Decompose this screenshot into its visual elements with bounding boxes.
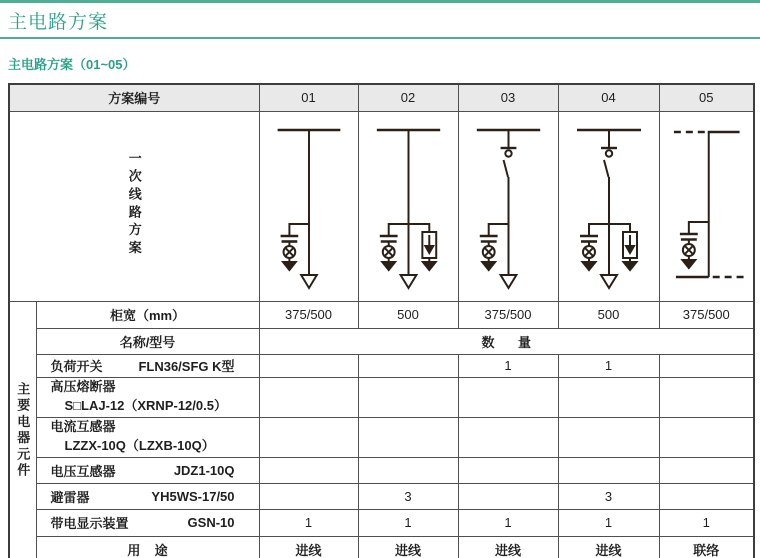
component-qty: 1 [358,509,458,536]
scheme-header-02: 02 [358,84,458,111]
component-qty [259,483,358,509]
usage-label: 用途 [127,542,182,558]
component-qty [659,457,754,483]
cabinet-width-value: 500 [558,301,659,328]
component-qty [358,417,458,457]
component-name: 避雷器 [50,489,90,505]
usage-value: 进线 [259,536,358,558]
component-qty: 1 [458,509,558,536]
component-qty [558,457,659,483]
component-model: S□LAJ-12（XRNP-12/0.5） [64,398,227,413]
component-qty: 1 [259,509,358,536]
component-qty [558,417,659,457]
component-qty [259,417,358,457]
component-label-cell [36,377,259,417]
usage-value: 进线 [358,536,458,558]
component-qty [659,354,754,377]
name-model-header: 名称/型号 [36,328,259,354]
page-title: 主电路方案 [8,12,109,33]
cabinet-width-value: 375/500 [259,301,358,328]
cabinet-width-value: 375/500 [659,301,754,328]
component-qty [259,354,358,377]
component-qty [558,377,659,417]
single-line-diagram-03-icon [459,112,558,300]
component-model: LZZX-10Q（LZXB-10Q） [64,438,215,453]
scheme-header-04: 04 [558,84,659,111]
circuit-diagram-03 [458,111,558,301]
circuit-diagram-04 [558,111,659,301]
component-qty: 3 [358,483,458,509]
component-qty: 3 [558,483,659,509]
component-qty: 1 [458,354,558,377]
component-label-cell [36,509,259,536]
main-circuit-scheme-table [8,83,755,558]
circuit-diagram-02 [358,111,458,301]
usage-value: 进线 [558,536,659,558]
circuit-diagram-05 [659,111,754,301]
component-name: 负荷开关 [50,359,103,374]
quantity-header-cell [259,328,754,354]
component-qty [259,377,358,417]
component-qty [659,417,754,457]
single-line-diagram-01-icon [260,112,358,300]
component-name: 高压熔断器 [50,379,116,395]
component-label-cell [36,354,259,377]
usage-value: 联络 [659,536,754,558]
scheme-header-03: 03 [458,84,558,111]
component-qty [358,457,458,483]
scheme-header-01: 01 [259,84,358,111]
component-name: 电压互感器 [50,463,116,479]
component-label-cell [36,457,259,483]
component-qty: 1 [558,354,659,377]
section-title: 主电路方案（01~05） [8,57,136,72]
component-label-cell [36,483,259,509]
component-qty [259,457,358,483]
component-qty: 1 [558,509,659,536]
single-line-diagram-04-icon [559,112,659,300]
component-qty: 1 [659,509,754,536]
component-model: JDZ1-10Q [173,462,235,478]
primary-circuit-label: 一次线路方案 [126,150,142,259]
single-line-diagram-05-icon [660,112,754,300]
component-qty [358,354,458,377]
page [0,7,760,558]
usage-label-cell [36,536,259,558]
component-qty [659,483,754,509]
component-name: 带电显示装置 [50,516,129,531]
primary-circuit-label-cell [9,111,259,301]
usage-value: 进线 [458,536,558,558]
component-name: 电流互感器 [50,419,116,435]
cabinet-width-value: 375/500 [458,301,558,328]
title-underline [0,37,760,39]
single-line-diagram-02-icon [359,112,458,300]
cabinet-width-value: 500 [358,301,458,328]
main-components-label-cell [9,301,36,558]
main-components-label: 主要电器元件 [15,381,31,479]
component-model: FLN36/SFG K型 [138,359,235,374]
component-qty [659,377,754,417]
component-model: GSN-10 [187,515,235,530]
component-qty [458,417,558,457]
component-label-cell [36,417,259,457]
circuit-diagram-01 [259,111,358,301]
cabinet-width-label: 柜宽（mm） [36,301,259,328]
scheme-number-header: 方案编号 [9,84,259,111]
scheme-header-05: 05 [659,84,754,111]
quantity-header: 数量 [481,334,555,350]
component-qty [358,377,458,417]
component-qty [458,457,558,483]
component-model: YH5WS-17/50 [151,488,235,504]
component-qty [458,377,558,417]
component-qty [458,483,558,509]
